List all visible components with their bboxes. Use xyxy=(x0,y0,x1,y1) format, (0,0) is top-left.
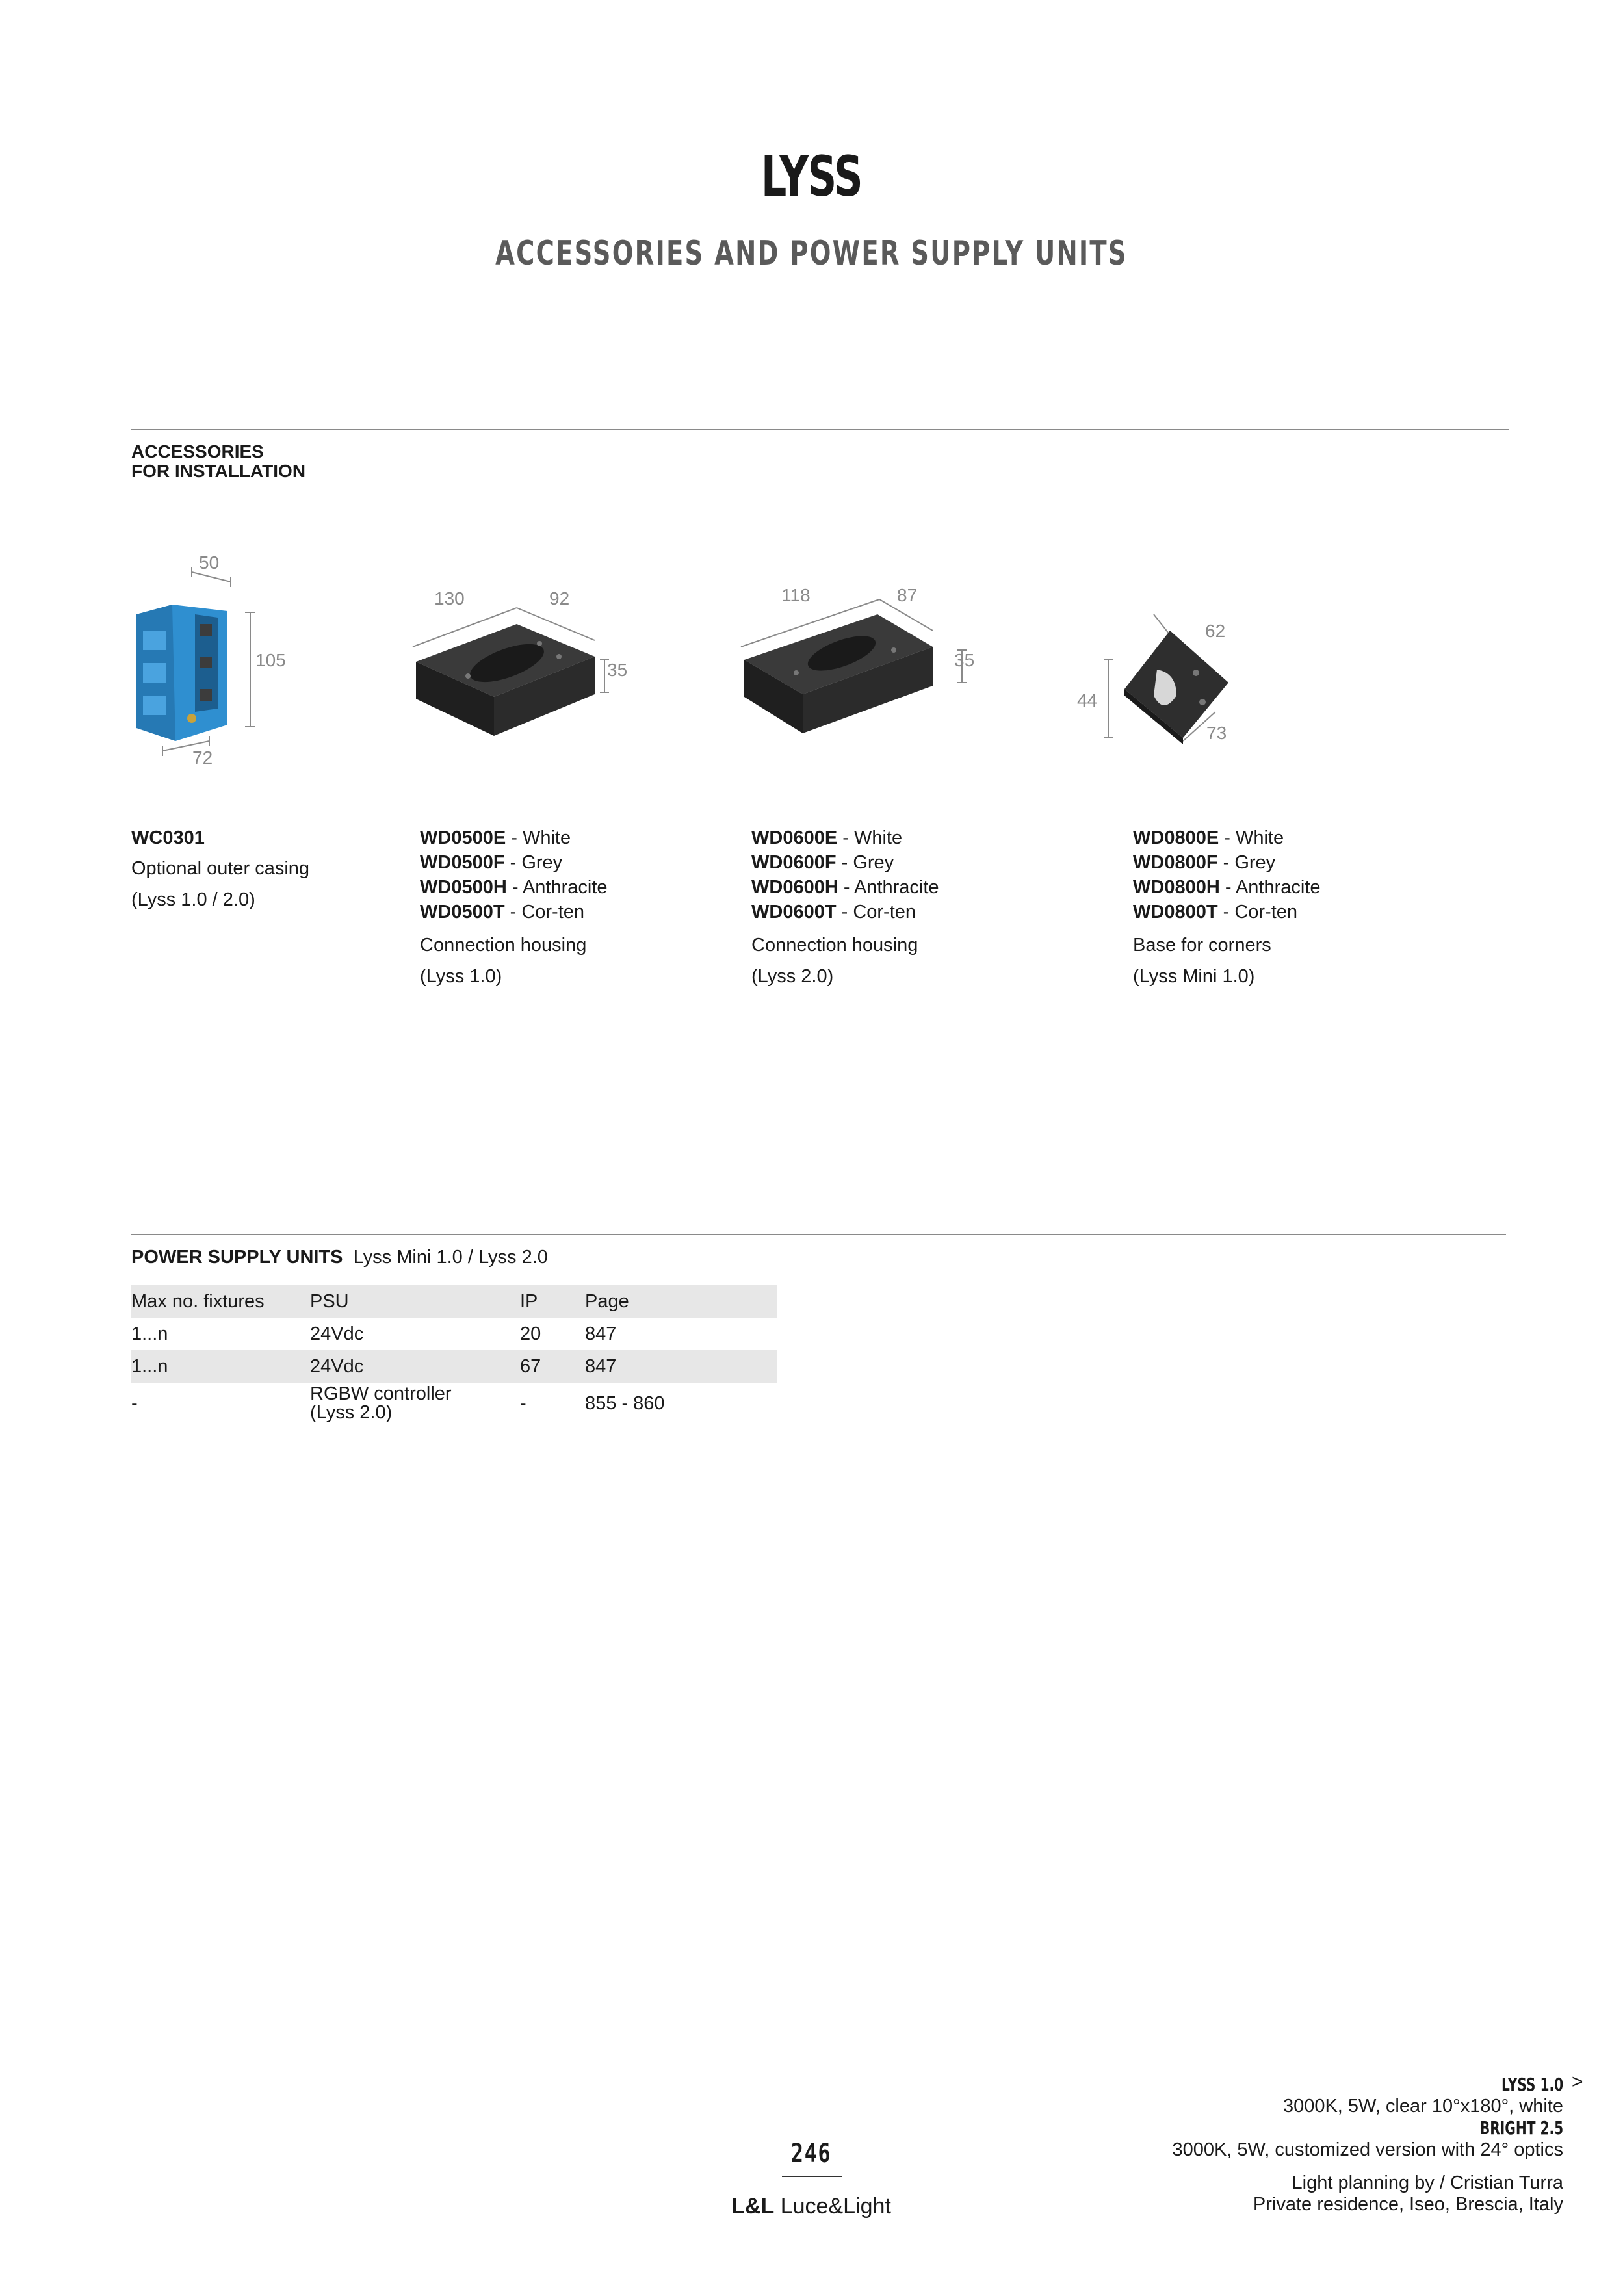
product-compatibility: (Lyss 1.0 / 2.0) xyxy=(131,889,255,910)
table-cell: 1...n xyxy=(131,1323,168,1344)
code-row: WD0800H - Anthracite xyxy=(1133,877,1321,898)
corner-base-image xyxy=(1098,611,1267,754)
table-cell: 67 xyxy=(520,1350,585,1383)
product-description: Optional outer casing xyxy=(131,858,310,879)
dim-length: 118 xyxy=(781,585,811,605)
code-row: WD0800E - White xyxy=(1133,828,1284,848)
dim-height: 105 xyxy=(255,650,286,670)
psu-heading xyxy=(131,1247,548,1268)
column-header: Max no. fixtures xyxy=(131,1285,310,1318)
code-row: WD0600E - White xyxy=(751,828,903,848)
code-row: WD0800T - Cor-ten xyxy=(1133,902,1298,922)
page-number-rule xyxy=(782,2176,842,2177)
table-row xyxy=(131,1383,777,1424)
caption-product1-name: LYSS 1.0 xyxy=(1501,2074,1563,2095)
connection-housing-2-image xyxy=(738,585,985,754)
table-header-row xyxy=(131,1285,777,1318)
table-row xyxy=(131,1318,777,1350)
product-wd0500 xyxy=(420,826,608,992)
table-cell: - xyxy=(520,1392,526,1414)
table-cell: 847 xyxy=(585,1350,777,1383)
caption-arrow-icon: > xyxy=(1572,2071,1583,2093)
psu-heading-title: POWER SUPPLY UNITS xyxy=(131,1247,343,1268)
dim-width: 50 xyxy=(199,553,220,573)
product-wd0600 xyxy=(751,826,939,992)
section-divider xyxy=(131,429,1509,430)
caption-product2-name: BRIGHT 2.5 xyxy=(1479,2117,1563,2139)
code-row: WD0600H - Anthracite xyxy=(751,877,939,898)
table-cell: RGBW controller (Lyss 2.0) xyxy=(310,1383,452,1423)
code-row: WD0500F - Grey xyxy=(420,852,563,873)
section-divider xyxy=(131,1234,1506,1235)
code-row: WD0500T - Cor-ten xyxy=(420,902,585,922)
caption-location: Private residence, Iseo, Brescia, Italy xyxy=(1253,2194,1563,2215)
photo-caption xyxy=(1172,2074,1563,2215)
table-cell: 855 - 860 xyxy=(585,1392,665,1414)
page-title: LYSS xyxy=(760,144,863,209)
dim-depth: 72 xyxy=(192,748,213,768)
brand-name: Luce&Light xyxy=(774,2194,891,2219)
code-row: WD0600T - Cor-ten xyxy=(751,902,916,922)
dim-height: 44 xyxy=(1077,690,1098,711)
code-row: WD0500H - Anthracite xyxy=(420,877,608,898)
accessories-heading-line2: FOR INSTALLATION xyxy=(131,461,306,481)
table-cell: 1...n xyxy=(131,1350,310,1383)
table-row xyxy=(131,1350,777,1383)
page-number: 246 xyxy=(790,2139,832,2169)
table-cell: 24Vdc xyxy=(310,1323,364,1344)
code-row: WD0500E - White xyxy=(420,828,571,848)
psu-heading-note: Lyss Mini 1.0 / Lyss 2.0 xyxy=(353,1247,548,1268)
page-subtitle: ACCESSORIES AND POWER SUPPLY UNITS xyxy=(495,234,1128,273)
table-cell: 20 xyxy=(520,1323,541,1344)
product-code: WC0301 xyxy=(131,828,205,848)
table-cell: 847 xyxy=(585,1323,617,1344)
product-description: Base for corners xyxy=(1133,935,1271,956)
column-header: IP xyxy=(520,1285,585,1318)
table-cell: - xyxy=(131,1392,138,1414)
table-cell: 24Vdc xyxy=(310,1350,520,1383)
brand-logo xyxy=(714,2194,909,2219)
product-compatibility: (Lyss 1.0) xyxy=(420,966,502,987)
dim-length: 130 xyxy=(434,588,465,608)
dim-depth: 73 xyxy=(1206,723,1227,743)
product-compatibility: (Lyss 2.0) xyxy=(751,966,834,987)
column-header: Page xyxy=(585,1285,777,1318)
psu-table xyxy=(131,1285,777,1424)
product-compatibility: (Lyss Mini 1.0) xyxy=(1133,966,1255,987)
caption-credit: Light planning by / Cristian Turra xyxy=(1292,2172,1563,2193)
dim-width: 87 xyxy=(897,585,918,605)
product-description: Connection housing xyxy=(751,935,918,956)
caption-product2-spec: 3000K, 5W, customized version with 24° optics xyxy=(1172,2139,1563,2160)
brand-bold: L&L xyxy=(731,2194,775,2219)
product-wc0301 xyxy=(131,826,309,915)
code-row: WD0800F - Grey xyxy=(1133,852,1276,873)
product-description: Connection housing xyxy=(420,935,587,956)
dim-height: 35 xyxy=(607,660,628,680)
dim-height: 35 xyxy=(954,650,975,670)
accessories-heading xyxy=(131,442,305,481)
product-wd0800 xyxy=(1133,826,1321,992)
dim-width: 92 xyxy=(549,588,570,608)
accessories-heading-line1: ACCESSORIES xyxy=(131,441,264,462)
code-row: WD0600F - Grey xyxy=(751,852,894,873)
column-header: PSU xyxy=(310,1285,520,1318)
dim-width: 62 xyxy=(1205,621,1226,641)
caption-product1-spec: 3000K, 5W, clear 10°x180°, white xyxy=(1282,2096,1563,2117)
